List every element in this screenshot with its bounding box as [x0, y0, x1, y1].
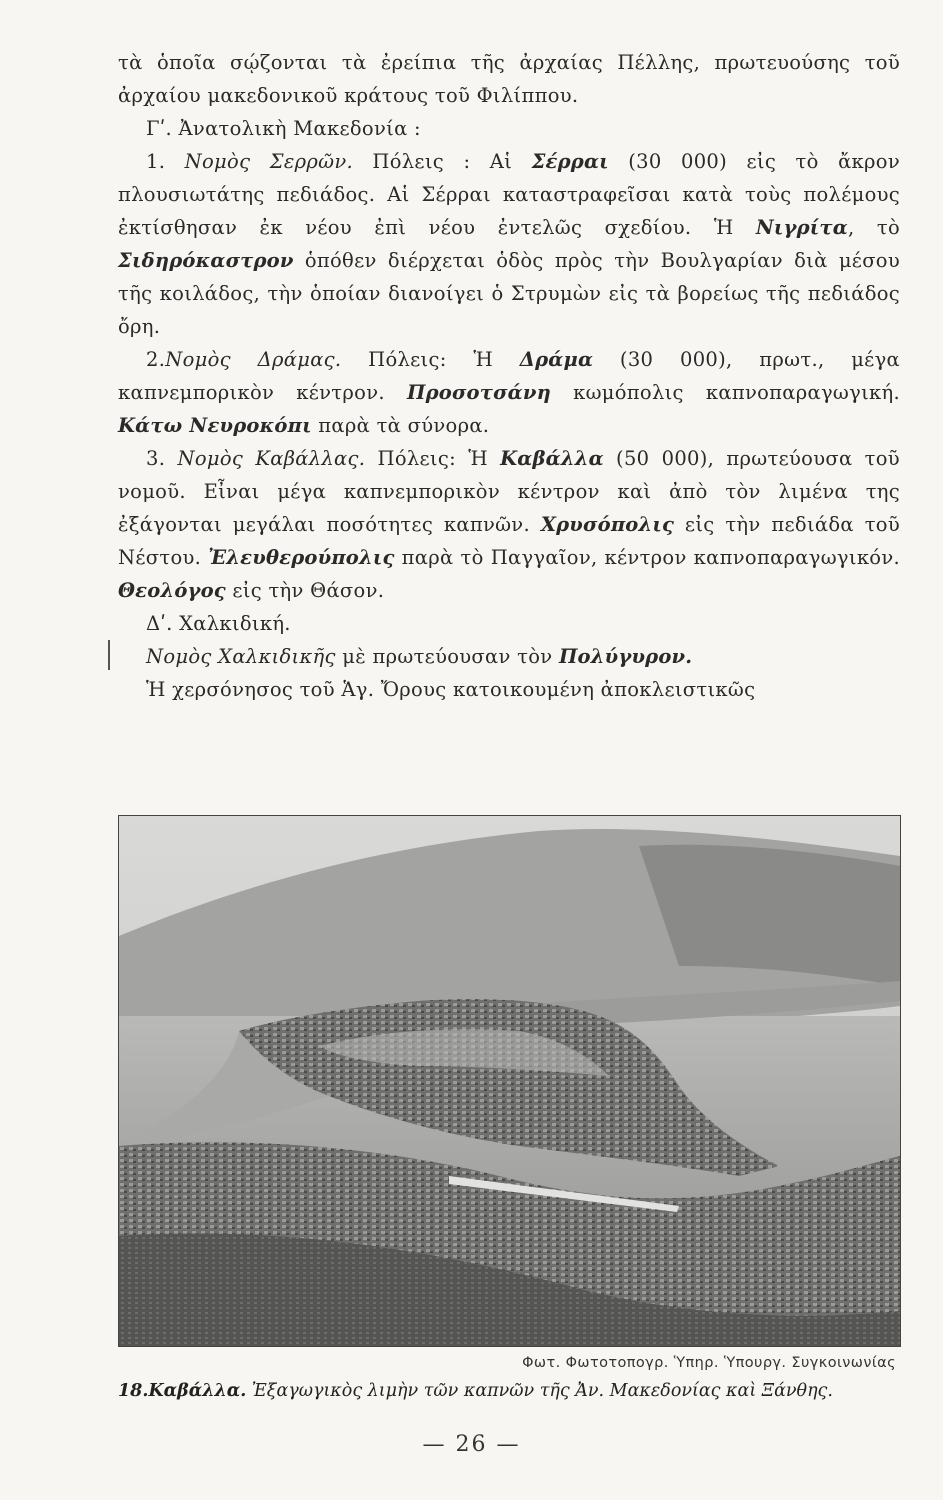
- text-run: Πόλεις: Ἡ: [341, 348, 520, 371]
- harbour-photo-illustration: [119, 816, 900, 1346]
- city-serrai: Σέρραι: [531, 150, 609, 173]
- text-run: (50 000), πρωτεύουσα τοῦ νομοῦ. Εἶναι μέγα καπνεμπορικὸν κέντρον καὶ ἀπὸ τὸν λιμένα της ἐξάγονται μεγάλαι ποσότητες καπνῶν.: [118, 447, 900, 536]
- paragraph-kavala: [118, 442, 900, 607]
- prefecture-number: 2.: [146, 348, 166, 371]
- text-run: εἰς τὴν πεδιάδα τοῦ Νέστου.: [118, 513, 900, 569]
- town-chrysoupoli: Χρυσόπολις: [540, 513, 675, 536]
- section-heading-chalkidiki: Δʹ. Χαλκιδική.: [146, 612, 291, 635]
- prefecture-chalkidiki: Νομὸς Χαλκιδικῆς: [146, 645, 336, 668]
- paragraph-drama: [118, 343, 900, 442]
- caption-text: Ἐξαγωγικὸς λιμὴν τῶν καπνῶν τῆς Ἀν. Μακεδονίας καὶ Ξάνθης.: [246, 1381, 833, 1401]
- figure-caption: [118, 1381, 900, 1401]
- city-nigrita: Νιγρίτα: [755, 216, 848, 239]
- text-run: εἰς τὴν Θάσον.: [225, 579, 385, 602]
- margin-pencil-mark: [108, 640, 110, 670]
- town-theologos: Θεολόγος: [118, 579, 226, 602]
- paragraph-mount-athos: Ἡ χερσόνησος τοῦ Ἁγ. Ὄρους κατοικουμένη ἀποκλειστικῶς: [146, 678, 756, 701]
- section-heading-east-macedonia: Γʹ. Ἀνατολικὴ Μακεδονία :: [146, 117, 421, 140]
- town-eleftheroupoli: Ἐλευθερούπολις: [208, 546, 395, 569]
- prefecture-drama: Νομὸς Δράμας.: [165, 348, 342, 371]
- page-number: — 26 —: [422, 1432, 521, 1457]
- paragraph-serres: [118, 145, 900, 343]
- paragraph-chalkidiki: [118, 640, 900, 673]
- text-run: Πόλεις: Ἡ: [365, 447, 501, 470]
- text-run: παρὰ τὰ σύνορα.: [311, 414, 490, 437]
- town-polygyros: Πολύγυρον.: [558, 645, 693, 668]
- city-kavala: Καβάλλα: [500, 447, 604, 470]
- town-kato-nevrokopi: Κάτω Νευροκόπι: [118, 414, 312, 437]
- text-run: ὁπόθεν διέρχεται ὁδὸς πρὸς τὴν Βουλγαρίαν διὰ μέσου τῆς κοιλάδος, τὴν ὁποίαν διανοίγει ὁ Στρυμὼν εἰς τὰ βορείως τῆς πεδιάδος ὄρη.: [118, 249, 900, 338]
- text-run: Πόλεις : Αἱ: [352, 150, 532, 173]
- city-sidirokastro: Σιδηρόκαστρον: [118, 249, 294, 272]
- photo-kavala-harbour: [118, 815, 901, 1347]
- prefecture-number: 1.: [146, 150, 185, 173]
- city-drama: Δράμα: [519, 348, 594, 371]
- prefecture-serres: Νομὸς Σερρῶν.: [184, 150, 353, 173]
- text-run: (30 000) εἰς τὸ ἄκρον πλουσιωτάτης πεδιάδος. Αἱ Σέρραι καταστραφεῖσαι κατὰ τοὺς πολέμους ἐκτίσθησαν ἐκ νέου ἐπὶ νέου ἐντελῶς σχεδίου. Ἡ: [118, 150, 900, 239]
- paragraph-pella: τὰ ὁποῖα σῴζονται τὰ ἐρείπια τῆς ἀρχαίας Πέλλης, πρωτευούσης τοῦ ἀρχαίου μακεδονικοῦ κράτους τοῦ Φιλίππου.: [118, 51, 900, 107]
- photo-credit: Φωτ. Φωτοτοπογρ. Ὑπηρ. Ὑπουργ. Συγκοινωνίας: [522, 1355, 896, 1371]
- text-run: μὲ πρωτεύουσαν τὸν: [335, 645, 559, 668]
- figure-number: 18.Καβάλλα.: [118, 1381, 247, 1401]
- text-run: παρὰ τὸ Παγγαῖον, κέντρον καπνοπαραγωγικόν.: [394, 546, 900, 569]
- text-run: (30 000), πρωτ., μέγα καπνεμπορικὸν κέντρον.: [118, 348, 900, 404]
- town-prosotsani: Προσοτσάνη: [406, 381, 551, 404]
- text-run: , τὸ: [847, 216, 900, 239]
- text-run: κωμόπολις καπνοπαραγωγική.: [550, 381, 900, 404]
- body-text: [118, 46, 900, 706]
- prefecture-kavala: Νομὸς Καβάλλας.: [177, 447, 366, 470]
- prefecture-number: 3.: [146, 447, 178, 470]
